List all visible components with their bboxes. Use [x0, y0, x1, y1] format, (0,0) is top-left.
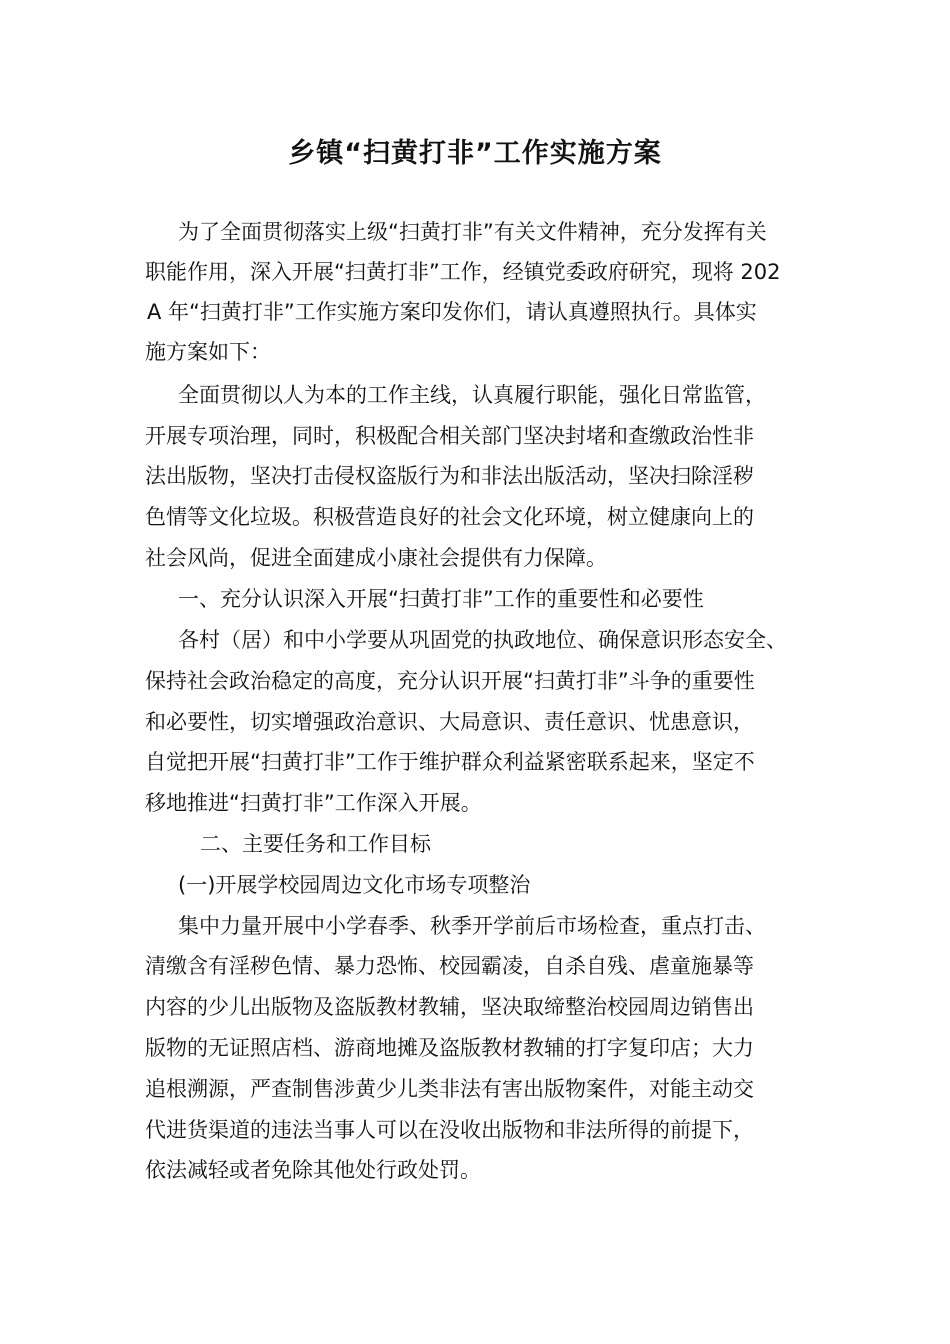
text-line: 法出版物，坚决打击侵权盗版行为和非法出版活动，坚决扫除淫秽 — [145, 464, 754, 488]
text-line: 集中力量开展中小学春季、秋季开学前后市场检查，重点打击、 — [178, 914, 766, 938]
text-line: 色情等文化垃圾。积极营造良好的社会文化环境，树立健康向上的 — [145, 505, 754, 529]
text-line: 依法减轻或者免除其他处行政处罚。 — [145, 1158, 481, 1182]
text-line: 各村（居）和中小学要从巩固党的执政地位、确保意识形态安全、 — [178, 628, 787, 652]
text-line: A 年“扫黄打非”工作实施方案印发你们，请认真遵照执行。具体实 — [147, 300, 757, 324]
section-heading: 一、充分认识深入开展“扫黄打非”工作的重要性和必要性 — [178, 587, 704, 611]
text-line: 保持社会政治稳定的高度，充分认识开展“扫黄打非”斗争的重要性 — [145, 669, 755, 693]
text-line: 为了全面贯彻落实上级“扫黄打非”有关文件精神，充分发挥有关 — [178, 220, 767, 244]
text-line: 追根溯源，严查制售涉黄少儿类非法有害出版物案件，对能主动交 — [145, 1077, 754, 1101]
text-line: 清缴含有淫秽色情、暴力恐怖、校园霸凌，自杀自残、虐童施暴等 — [145, 954, 754, 978]
text-line: 版物的无证照店档、游商地摊及盗版教材教辅的打字复印店；大力 — [145, 1036, 754, 1060]
text-line: 内容的少儿出版物及盗版教材教辅，坚决取缔整治校园周边销售出 — [145, 995, 754, 1019]
subsection-heading: (一)开展学校园周边文化市场专项整治 — [178, 873, 531, 897]
section-heading: 二、主要任务和工作目标 — [200, 832, 431, 856]
text-line: 自觉把开展“扫黄打非”工作于维护群众利益紧密联系起来，坚定不 — [145, 750, 755, 774]
text-line: 职能作用，深入开展“扫黄打非”工作，经镇党委政府研究，现将 202 — [145, 260, 781, 284]
text-line: 和必要性，切实增强政治意识、大局意识、责任意识、忧患意识， — [145, 710, 754, 734]
text-line: 移地推进“扫黄打非”工作深入开展。 — [145, 791, 482, 815]
text-line: 施方案如下： — [145, 340, 271, 364]
text-line: 全面贯彻以人为本的工作主线，认真履行职能，强化日常监管， — [178, 383, 766, 407]
document-title: 乡镇“扫黄打非”工作实施方案 — [288, 138, 662, 169]
text-line: 开展专项治理，同时，积极配合相关部门坚决封堵和查缴政治性非 — [145, 424, 754, 448]
text-line: 代进货渠道的违法当事人可以在没收出版物和非法所得的前提下， — [145, 1118, 754, 1142]
text-line: 社会风尚，促进全面建成小康社会提供有力保障。 — [145, 546, 607, 570]
